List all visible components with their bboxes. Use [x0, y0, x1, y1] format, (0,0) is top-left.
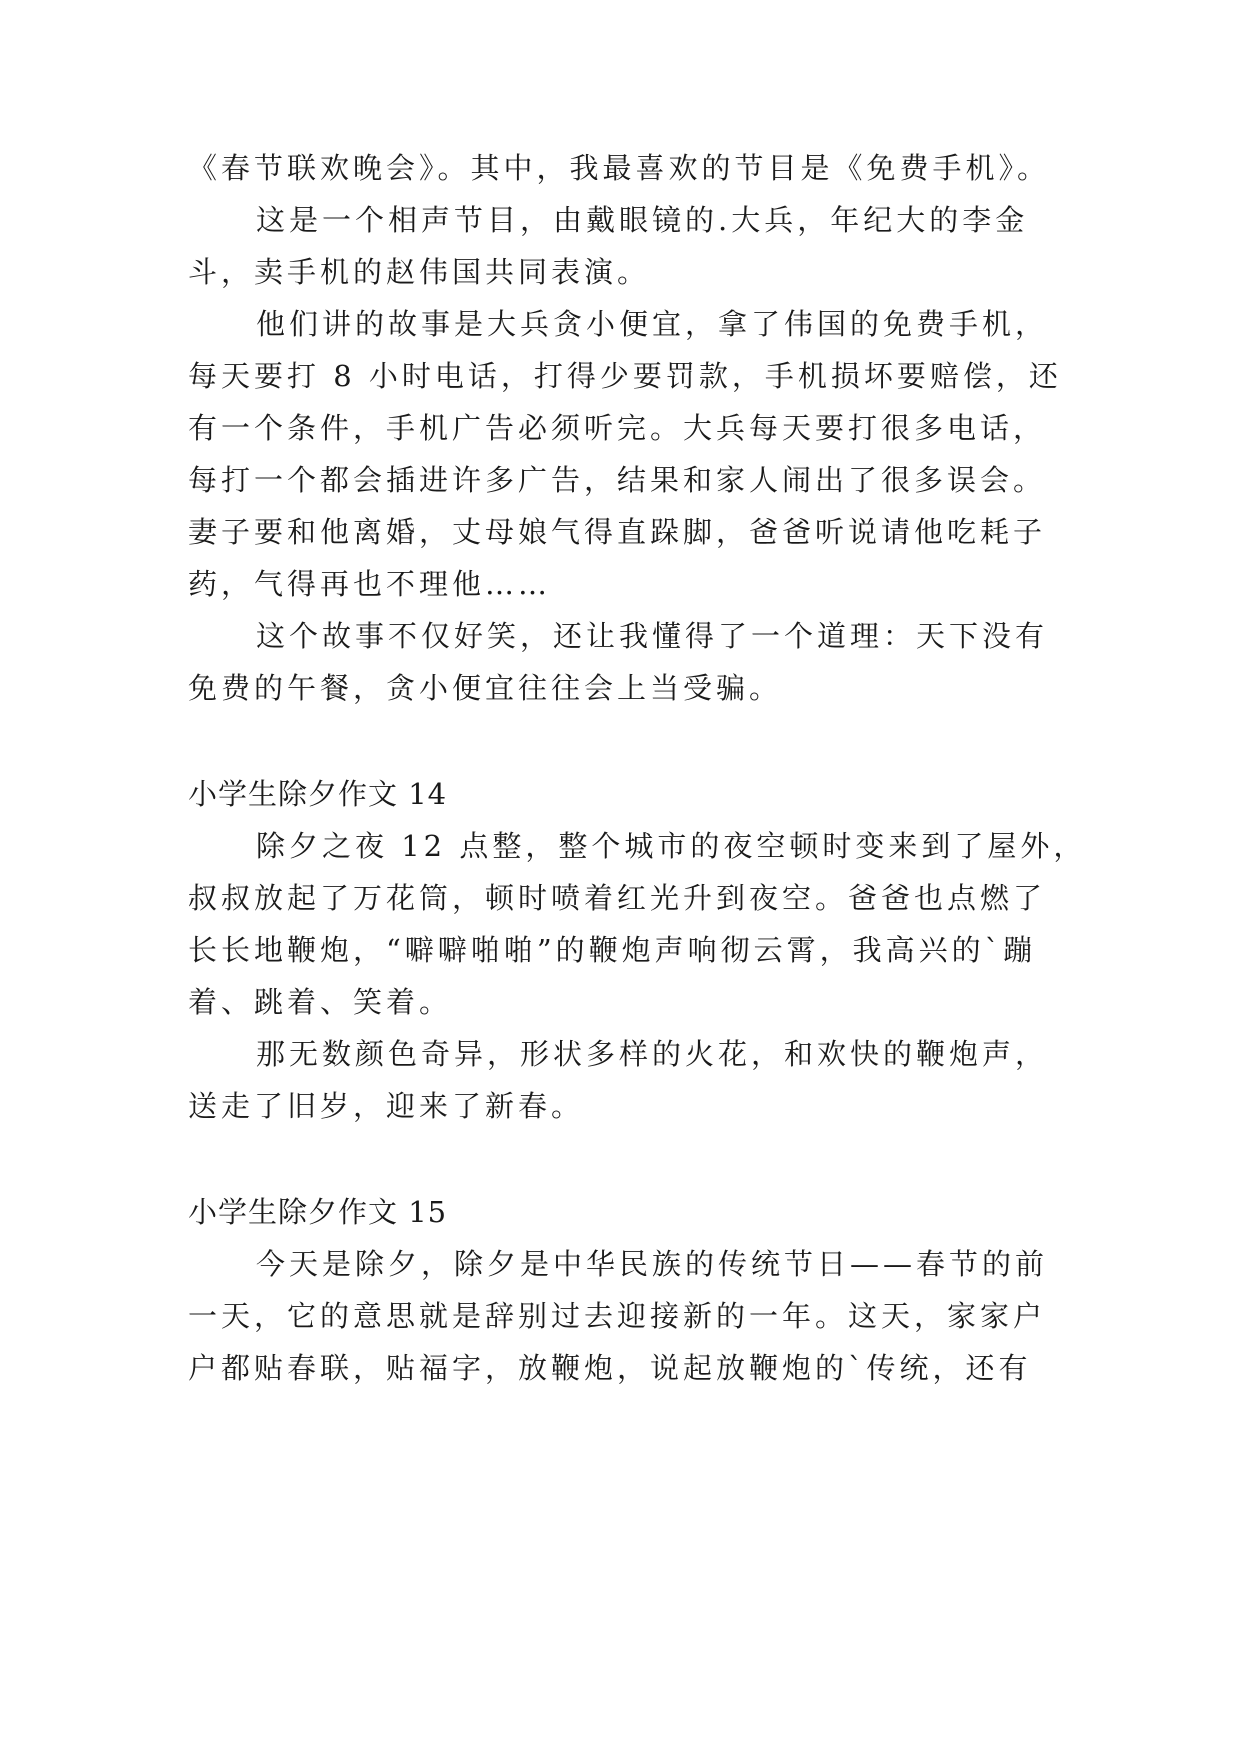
paragraph-line: 着、跳着、笑着。	[188, 985, 453, 1019]
paragraph-line: 斗，卖手机的赵伟国共同表演。	[188, 255, 651, 289]
paragraph-line: 这个故事不仅好笑，还让我懂得了一个道理：天下没有	[256, 619, 1049, 653]
paragraph-line: 那无数颜色奇异，形状多样的火花，和欢快的鞭炮声，	[256, 1037, 1049, 1071]
paragraph-line: 药，气得再也不理他……	[188, 567, 552, 601]
paragraph-line: 每打一个都会插进许多广告，结果和家人闹出了很多误会。	[188, 463, 1047, 497]
paragraph-line: 他们讲的故事是大兵贪小便宜，拿了伟国的免费手机，	[256, 307, 1049, 341]
paragraph-line: 户都贴春联，贴福字，放鞭炮，说起放鞭炮的`传统，还有	[188, 1351, 1032, 1385]
paragraph-line: 叔叔放起了万花筒，顿时喷着红光升到夜空。爸爸也点燃了	[188, 881, 1047, 915]
section-heading: 小学生除夕作文 14	[188, 777, 448, 811]
paragraph-line: 长长地鞭炮，“噼噼啪啪”的鞭炮声响彻云霄，我高兴的`蹦	[188, 933, 1037, 967]
paragraph-line: 除夕之夜 12 点整，整个城市的夜空顿时变来到了屋外，	[256, 829, 1087, 863]
paragraph-line: 《春节联欢晚会》。其中，我最喜欢的节目是《免费手机》。	[188, 151, 1051, 185]
paragraph-line: 一天，它的意思就是辞别过去迎接新的一年。这天，家家户	[188, 1299, 1047, 1333]
paragraph-line: 每天要打 8 小时电话，打得少要罚款，手机损坏要赔偿，还	[188, 359, 1062, 393]
paragraph-line: 今天是除夕，除夕是中华民族的传统节日——春节的前	[256, 1247, 1049, 1281]
section-heading: 小学生除夕作文 15	[188, 1195, 448, 1229]
paragraph-line: 免费的午餐，贪小便宜往往会上当受骗。	[188, 671, 783, 705]
paragraph-line: 有一个条件，手机广告必须听完。大兵每天要打很多电话，	[188, 411, 1047, 445]
paragraph-line: 这是一个相声节目，由戴眼镜的.大兵，年纪大的李金	[256, 203, 1029, 237]
paragraph-line: 妻子要和他离婚，丈母娘气得直跺脚，爸爸听说请他吃耗子	[188, 515, 1047, 549]
paragraph-line: 送走了旧岁，迎来了新春。	[188, 1089, 585, 1123]
